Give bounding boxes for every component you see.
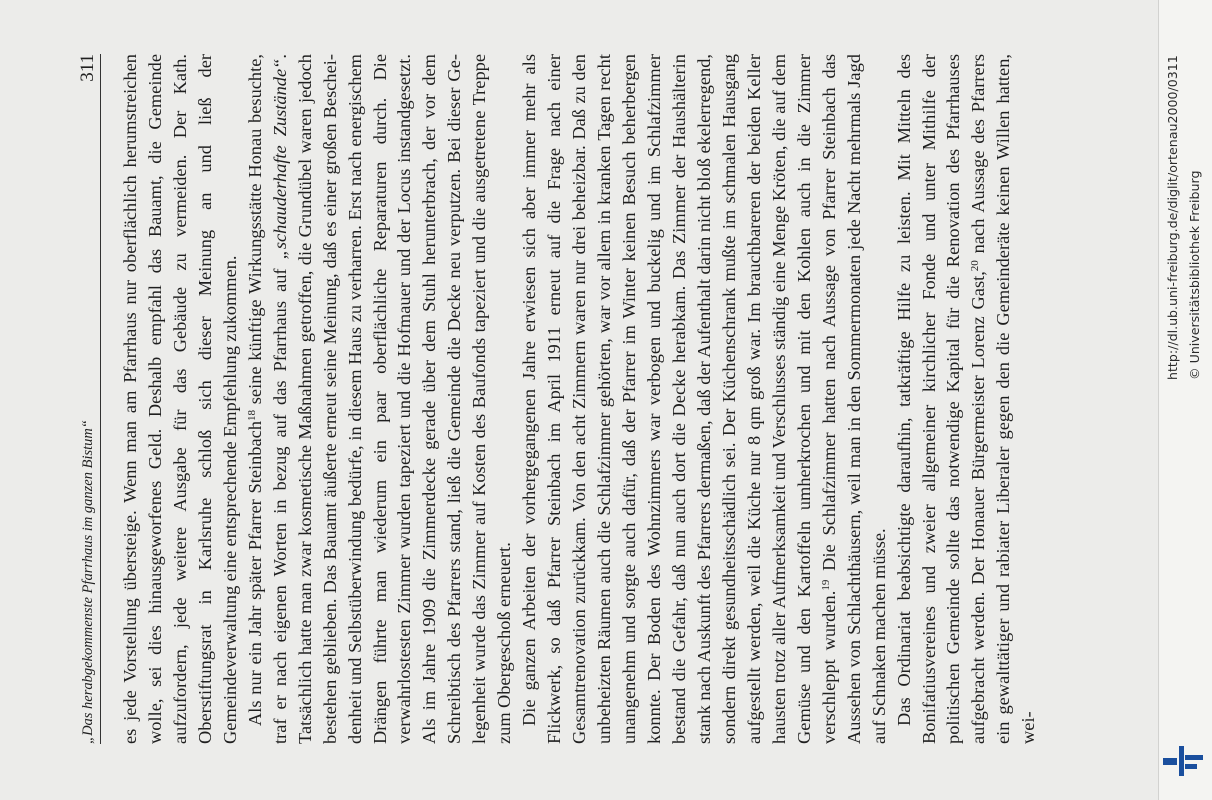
logo-bar-lower bbox=[1185, 764, 1197, 769]
logo-bar-vertical bbox=[1179, 746, 1184, 776]
paragraph-4: Das Ordinariat beabsichtigte daraufhin, tatkräftige Hilfe zu leisten. Mit Mitteln des Bonifatiusvereines und zweier allgemeiner kirchlicher Fonde und unter Mithilfe der politischen Gemeinde sollte das notwendige Kapital für die Renovation des Pfarrhauses aufgebracht werden. Der Honauer Bürgermeister Lorenz Gast,$^{20}$ nach Aussage des Pfarrers ein gewalttätiger und rabiater Liberaler gegen den die Gemeinderäte keinen Willen hatten, wei- bbox=[893, 54, 1039, 744]
italic-quote: „schauderhafte Zustände“ bbox=[269, 58, 290, 260]
source-url[interactable]: http://dl.ub.uni-freiburg.de/diglit/ortenau2000/0311 bbox=[1165, 55, 1180, 380]
body-text bbox=[118, 54, 1041, 744]
paragraph-2: Als nur ein Jahr später Pfarrer Steinbach$^{18}$ seine künftige Wirkungsstätte Honau besuchte, traf er nach eigenen Worten in bezug auf das Pfarrhaus auf „schauderhafte Zustände“. Tatsächlich hatte man zwar kosmetische Maßnahmen getroffen, die Grundübel waren jedoch bestehen geblieben. Das Bauamt äußerte erneut seine Meinung, daß es einer großen Bescheidenheit und Selbstüberwindung bedürfe, in diesem Haus zu verharren. Erst nach energischem Drängen führte man wiederum ein paar oberflächliche Reparaturen durch. Die verwahrlostesten Zimmer wurden tapeziert und die Hofmauer und der Locus instandgesetzt. Als im Jahre 1909 die Zimmerdecke gerade über dem Stuhl herunterbrach, der vor dem Schreibtisch des Pfarrers stand, ließ die Gemeinde die Decke neu verputzen. Bei dieser Gelegenheit wurde das Zimmer auf Kosten des Baufonds tapeziert und die ausgetretene Treppe zum Obergeschoß erneuert. bbox=[244, 54, 515, 744]
paragraph-1: es jede Vorstellung übersteige. Wenn man am Pfarrhaus nur oberflächlich herumstreichen wolle, sei dies hinausgeworfenes Geld. Deshalb empfahl das Bauamt, die Gemeinde aufzufordern, jede weitere Ausgabe für das Gebäude zu vermeiden. Der Kath. Oberstiftungsrat in Karlsruhe schloß sich dieser Meinung an und ließ der Gemeindeverwaltung eine entsprechende Empfehlung zukommen. bbox=[120, 54, 240, 744]
footnote-marker[interactable]: 20 bbox=[969, 260, 982, 272]
logo-bar-left bbox=[1163, 758, 1177, 765]
paragraph-3: Die ganzen Arbeiten der vorhergegangenen Jahre erwiesen sich aber immer mehr als Flickwerk, so daß Pfarrer Steinbach im April 1911 erneut auf die Frage nach einer Gesamtrenovation zurückkam. Von den acht Zimmern waren nur drei beheizbar. Daß zu den unbeheizten Räumen auch die Schlafzimmer gehörten, war vor allem in kranken Tagen recht unangenehm und sorgte auch dafür, daß der Pfarrer im Winter keinen Besuch beherbergen konnte. Der Boden des Wohnzimmers war verbogen und buckelig und im Schlafzimmer bestand die Gefahr, daß nun auch dort die Decke herabkam. Das Zimmer der Haushälterin stank nach Auskunft des Pfarrers dermaßen, daß der Aufenthalt darin nicht bloß ekelerregend, sondern direkt gesundheitsschädlich sei. Der Küchenschrank mußte im schmalen Hausgang aufgestellt werden, weil die Küche nur 8 qm groß war. Im brauchbareren der beiden Keller hausten trotz aller Aufmerksamkeit und Verschlusses ständig eine Menge Kröten, die auf dem Gemüse und den Kartoffeln umherkrochen und mit den Kohlen auch in die Zimmer verschleppt wurden.$^{19}$ Die Schlafzimmer hatten nach Aussage von Pfarrer Steinbach das Aussehen von Schlachthäusern, weil man in den Sommermonaten jede Nacht mehrmals Jagd auf Schnaken machen müsse. bbox=[519, 54, 889, 744]
page-number: 311 bbox=[77, 54, 98, 82]
footnote-marker[interactable]: 18 bbox=[245, 409, 258, 421]
copyright-notice: © Universitätsbibliothek Freiburg bbox=[1187, 170, 1202, 380]
page-header bbox=[76, 54, 101, 744]
logo-bar-upper bbox=[1185, 755, 1203, 760]
footnote-marker[interactable]: 19 bbox=[819, 579, 832, 591]
library-logo-icon bbox=[1163, 746, 1205, 776]
running-head: „Das herabgekommenste Pfarrhaus im ganzen Bistum“ bbox=[80, 420, 96, 744]
